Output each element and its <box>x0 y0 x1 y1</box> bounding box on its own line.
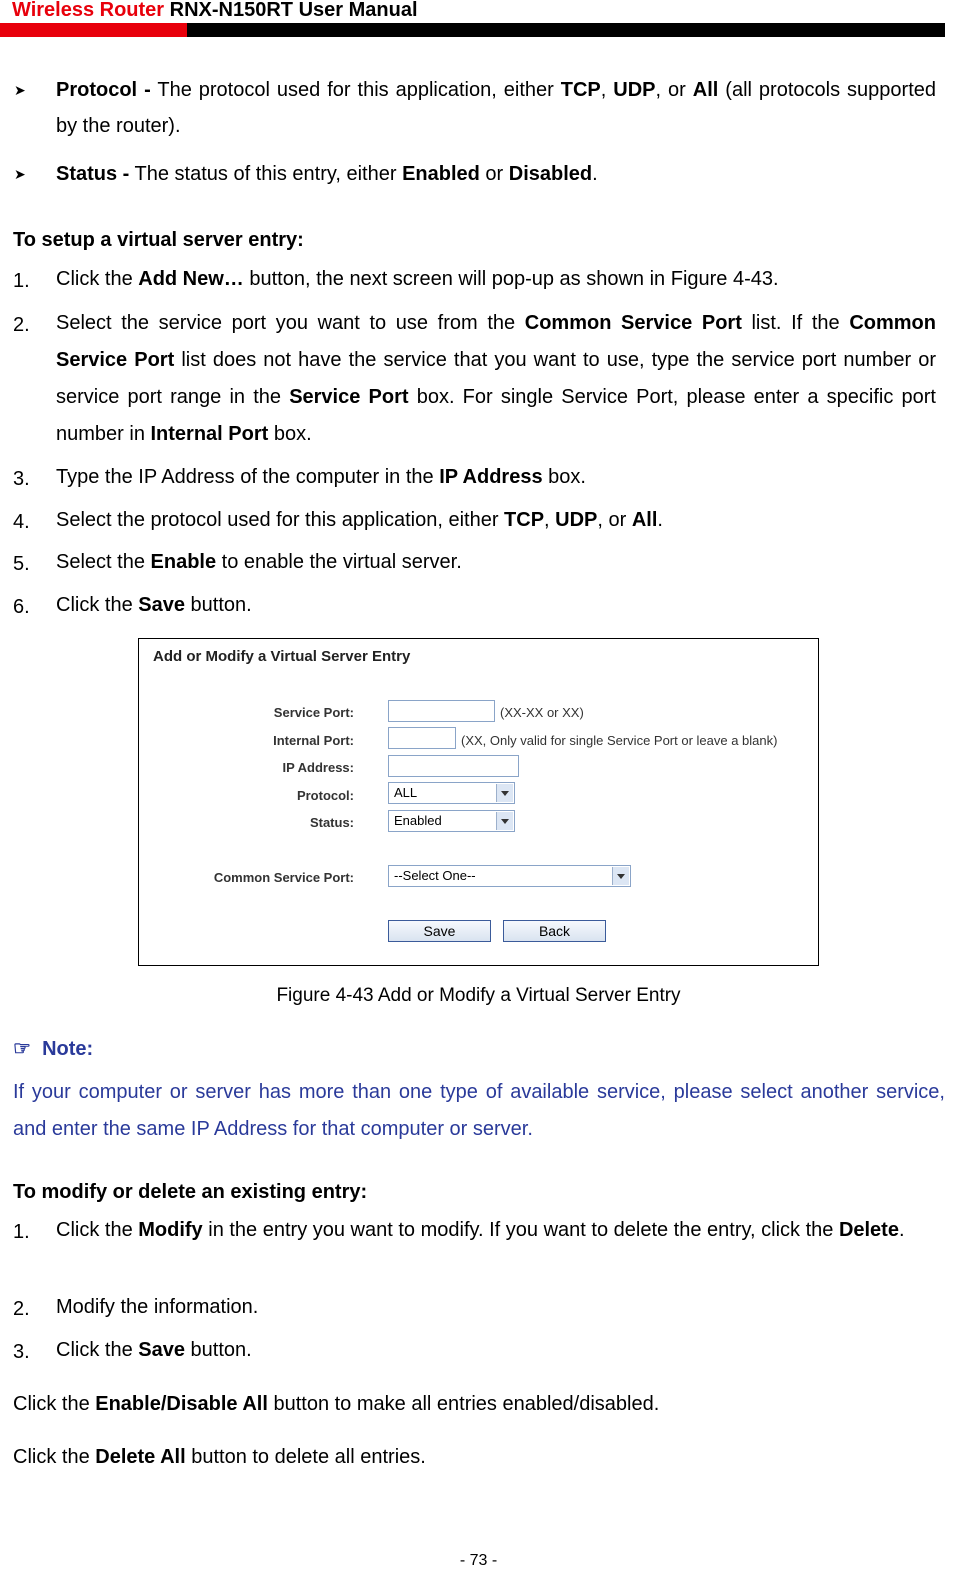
internal-port-hint: (XX, Only valid for single Service Port or leave a blank) <box>461 733 778 748</box>
header-title: RNX-N150RT User Manual <box>169 0 418 21</box>
protocol-label: Protocol: <box>296 788 354 803</box>
bold-term: Internal Port <box>150 423 269 445</box>
bold-term: Disabled <box>508 163 593 185</box>
pointing-hand-icon: ☞ <box>13 1038 31 1060</box>
bullet-term: Protocol - <box>56 79 151 101</box>
step-number: 6. <box>13 596 30 618</box>
status-label: Status: <box>309 815 354 830</box>
bold-term: UDP <box>555 509 598 531</box>
common-service-port-label: Common Service Port: <box>213 870 354 885</box>
back-button[interactable]: Back <box>503 920 606 942</box>
setup-step-4: Select the protocol used for this application, either TCP, UDP, or All. <box>56 509 663 531</box>
internal-port-input[interactable] <box>388 727 456 749</box>
status-value: Enabled <box>394 813 442 828</box>
page-header <box>12 0 418 20</box>
figure-caption: Figure 4-43 Add or Modify a Virtual Server Entry <box>276 985 681 1006</box>
step-number: 5. <box>13 553 30 575</box>
bold-term: Enable <box>150 551 217 573</box>
bold-term: Delete <box>838 1219 899 1241</box>
bullet-term: Status - <box>56 163 130 185</box>
note-heading <box>13 1036 93 1061</box>
bold-term: TCP <box>560 79 601 101</box>
step-number: 4. <box>13 511 30 533</box>
service-port-input[interactable] <box>388 700 495 722</box>
save-button[interactable]: Save <box>388 920 491 942</box>
delete-all-text: Click the Delete All button to delete all entries. <box>13 1446 426 1468</box>
service-port-label: Service Port: <box>273 705 354 720</box>
ip-address-input[interactable] <box>388 755 519 777</box>
step-number: 1. <box>13 1221 30 1243</box>
bullet-status: Status - The status of this entry, either Enabled or Disabled. <box>56 163 598 185</box>
common-service-port-value: --Select One-- <box>394 868 476 883</box>
bold-term: Enable/Disable All <box>95 1393 268 1415</box>
modify-step-2: Modify the information. <box>56 1296 259 1318</box>
modify-step-3: Click the Save button. <box>56 1339 252 1361</box>
modify-heading: To modify or delete an existing entry: <box>13 1181 368 1203</box>
ip-address-label: IP Address: <box>282 760 354 775</box>
bold-term: Delete All <box>95 1446 186 1468</box>
bold-term: Save <box>138 594 185 616</box>
virtual-server-form <box>138 638 819 966</box>
bold-term: Common Service Port <box>56 312 936 371</box>
bold-term: Common Service Port <box>524 312 742 334</box>
form-title: Add or Modify a Virtual Server Entry <box>153 648 411 665</box>
bold-term: Service Port <box>289 386 409 408</box>
note-label: Note: <box>42 1038 94 1060</box>
setup-step-5: Select the Enable to enable the virtual server. <box>56 551 462 573</box>
bold-term: All <box>692 79 719 101</box>
bold-term: Modify <box>138 1219 203 1241</box>
setup-step-1: Click the Add New… button, the next screen will pop-up as shown in Figure 4-43. <box>56 268 779 290</box>
page-number: - 73 - <box>459 1552 498 1569</box>
protocol-value: ALL <box>394 785 418 800</box>
bold-term: TCP <box>504 509 545 531</box>
step-number: 2. <box>13 314 30 336</box>
bold-term: IP Address <box>439 466 543 488</box>
step-number: 3. <box>13 468 30 490</box>
modify-step-1: Click the Modify in the entry you want to modify. If you want to delete the entry, click the Delete. <box>56 1219 905 1241</box>
setup-heading: To setup a virtual server entry: <box>13 229 304 251</box>
bold-term: Add New… <box>138 268 244 290</box>
bold-term: UDP <box>613 79 656 101</box>
header-bar <box>0 23 945 37</box>
bold-term: Save <box>138 1339 185 1361</box>
header-brand: Wireless Router <box>12 0 165 21</box>
service-port-hint: (XX-XX or XX) <box>500 705 584 720</box>
step-number: 1. <box>13 270 30 292</box>
status-select[interactable] <box>388 810 515 832</box>
chevron-down-icon[interactable] <box>612 867 629 885</box>
enable-disable-all-text: Click the Enable/Disable All button to make all entries enabled/disabled. <box>13 1393 660 1415</box>
bullet-protocol: Protocol - The protocol used for this application, either TCP, UDP, or All (all protocols supported by the router). <box>56 79 937 137</box>
note-text: If your computer or server has more than one type of available service, please select another service, and enter the same IP Address for that computer or server. <box>13 1081 945 1140</box>
setup-step-6: Click the Save button. <box>56 594 252 616</box>
setup-step-3: Type the IP Address of the computer in the IP Address box. <box>56 466 586 488</box>
protocol-select[interactable] <box>388 782 515 804</box>
step-number: 2. <box>13 1298 30 1320</box>
bold-term: Enabled <box>402 163 480 185</box>
common-service-port-select[interactable] <box>388 865 631 887</box>
bullet-arrow-icon: ➤ <box>14 166 26 182</box>
internal-port-label: Internal Port: <box>273 733 354 748</box>
bold-term: All <box>631 509 658 531</box>
setup-step-2: Select the service port you want to use from the Common Service Port list. If the Common Service Port list does not have the service that you want to use, type the service port number or service port range in the Service Port box. For single Service Port, please enter a specific port number in Internal Port box. <box>56 312 936 445</box>
step-number: 3. <box>13 1341 30 1363</box>
bullet-arrow-icon: ➤ <box>14 82 26 98</box>
chevron-down-icon[interactable] <box>496 812 513 830</box>
chevron-down-icon[interactable] <box>496 784 513 802</box>
